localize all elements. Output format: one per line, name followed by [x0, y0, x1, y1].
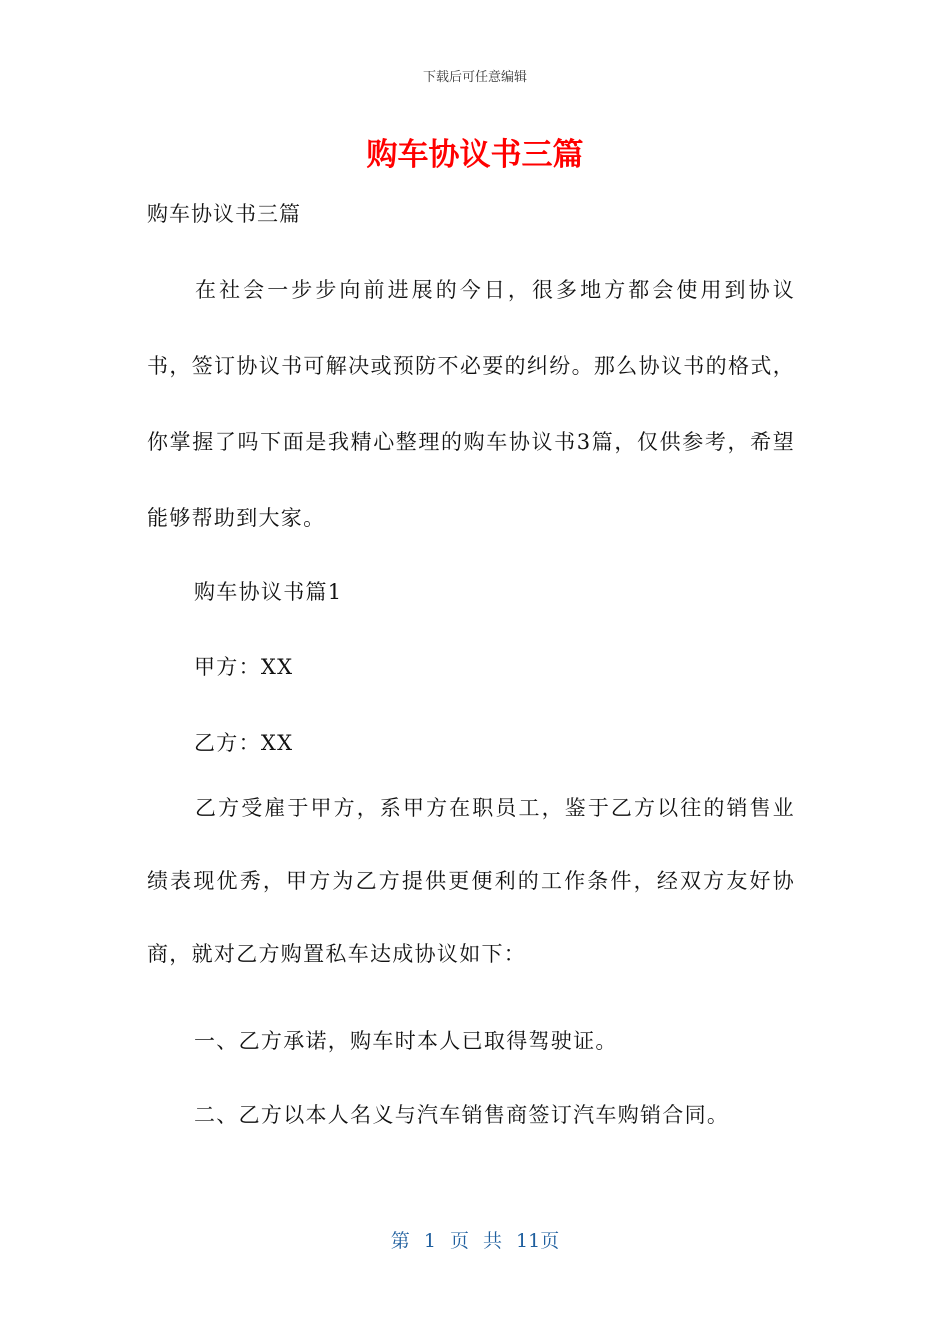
agreement-paragraph: 乙方受雇于甲方，系甲方在职员工，鉴于乙方以往的销售业绩表现优秀，甲方为乙方提供更便利的工作条件，经双方友好协商，就对乙方购置私车达成协议如下：: [147, 796, 795, 966]
party-b-line: 乙方：XX: [194, 731, 294, 755]
clause-2: 二、乙方以本人名义与汽车销售商签订汽车购销合同。: [194, 1103, 730, 1127]
document-title: 购车协议书三篇: [366, 137, 584, 173]
document-subtitle: 购车协议书三篇: [147, 202, 301, 226]
party-a-line: 甲方：XX: [194, 655, 294, 679]
section-title: 购车协议书篇1: [194, 580, 343, 604]
page-header-note: 下载后可任意编辑: [422, 70, 527, 85]
intro-paragraph: 在社会一步步向前进展的今日，很多地方都会使用到协议书，签订协议书可解决或预防不必要的纠纷。那么协议书的格式，你掌握了吗下面是我精心整理的购车协议书3篇，仅供参考，希望能够帮助到大家。: [147, 278, 795, 530]
clause-1: 一、乙方承诺，购车时本人已取得驾驶证。: [194, 1029, 618, 1053]
page-number-footer: 第 1 页 共 11页: [390, 1230, 560, 1252]
